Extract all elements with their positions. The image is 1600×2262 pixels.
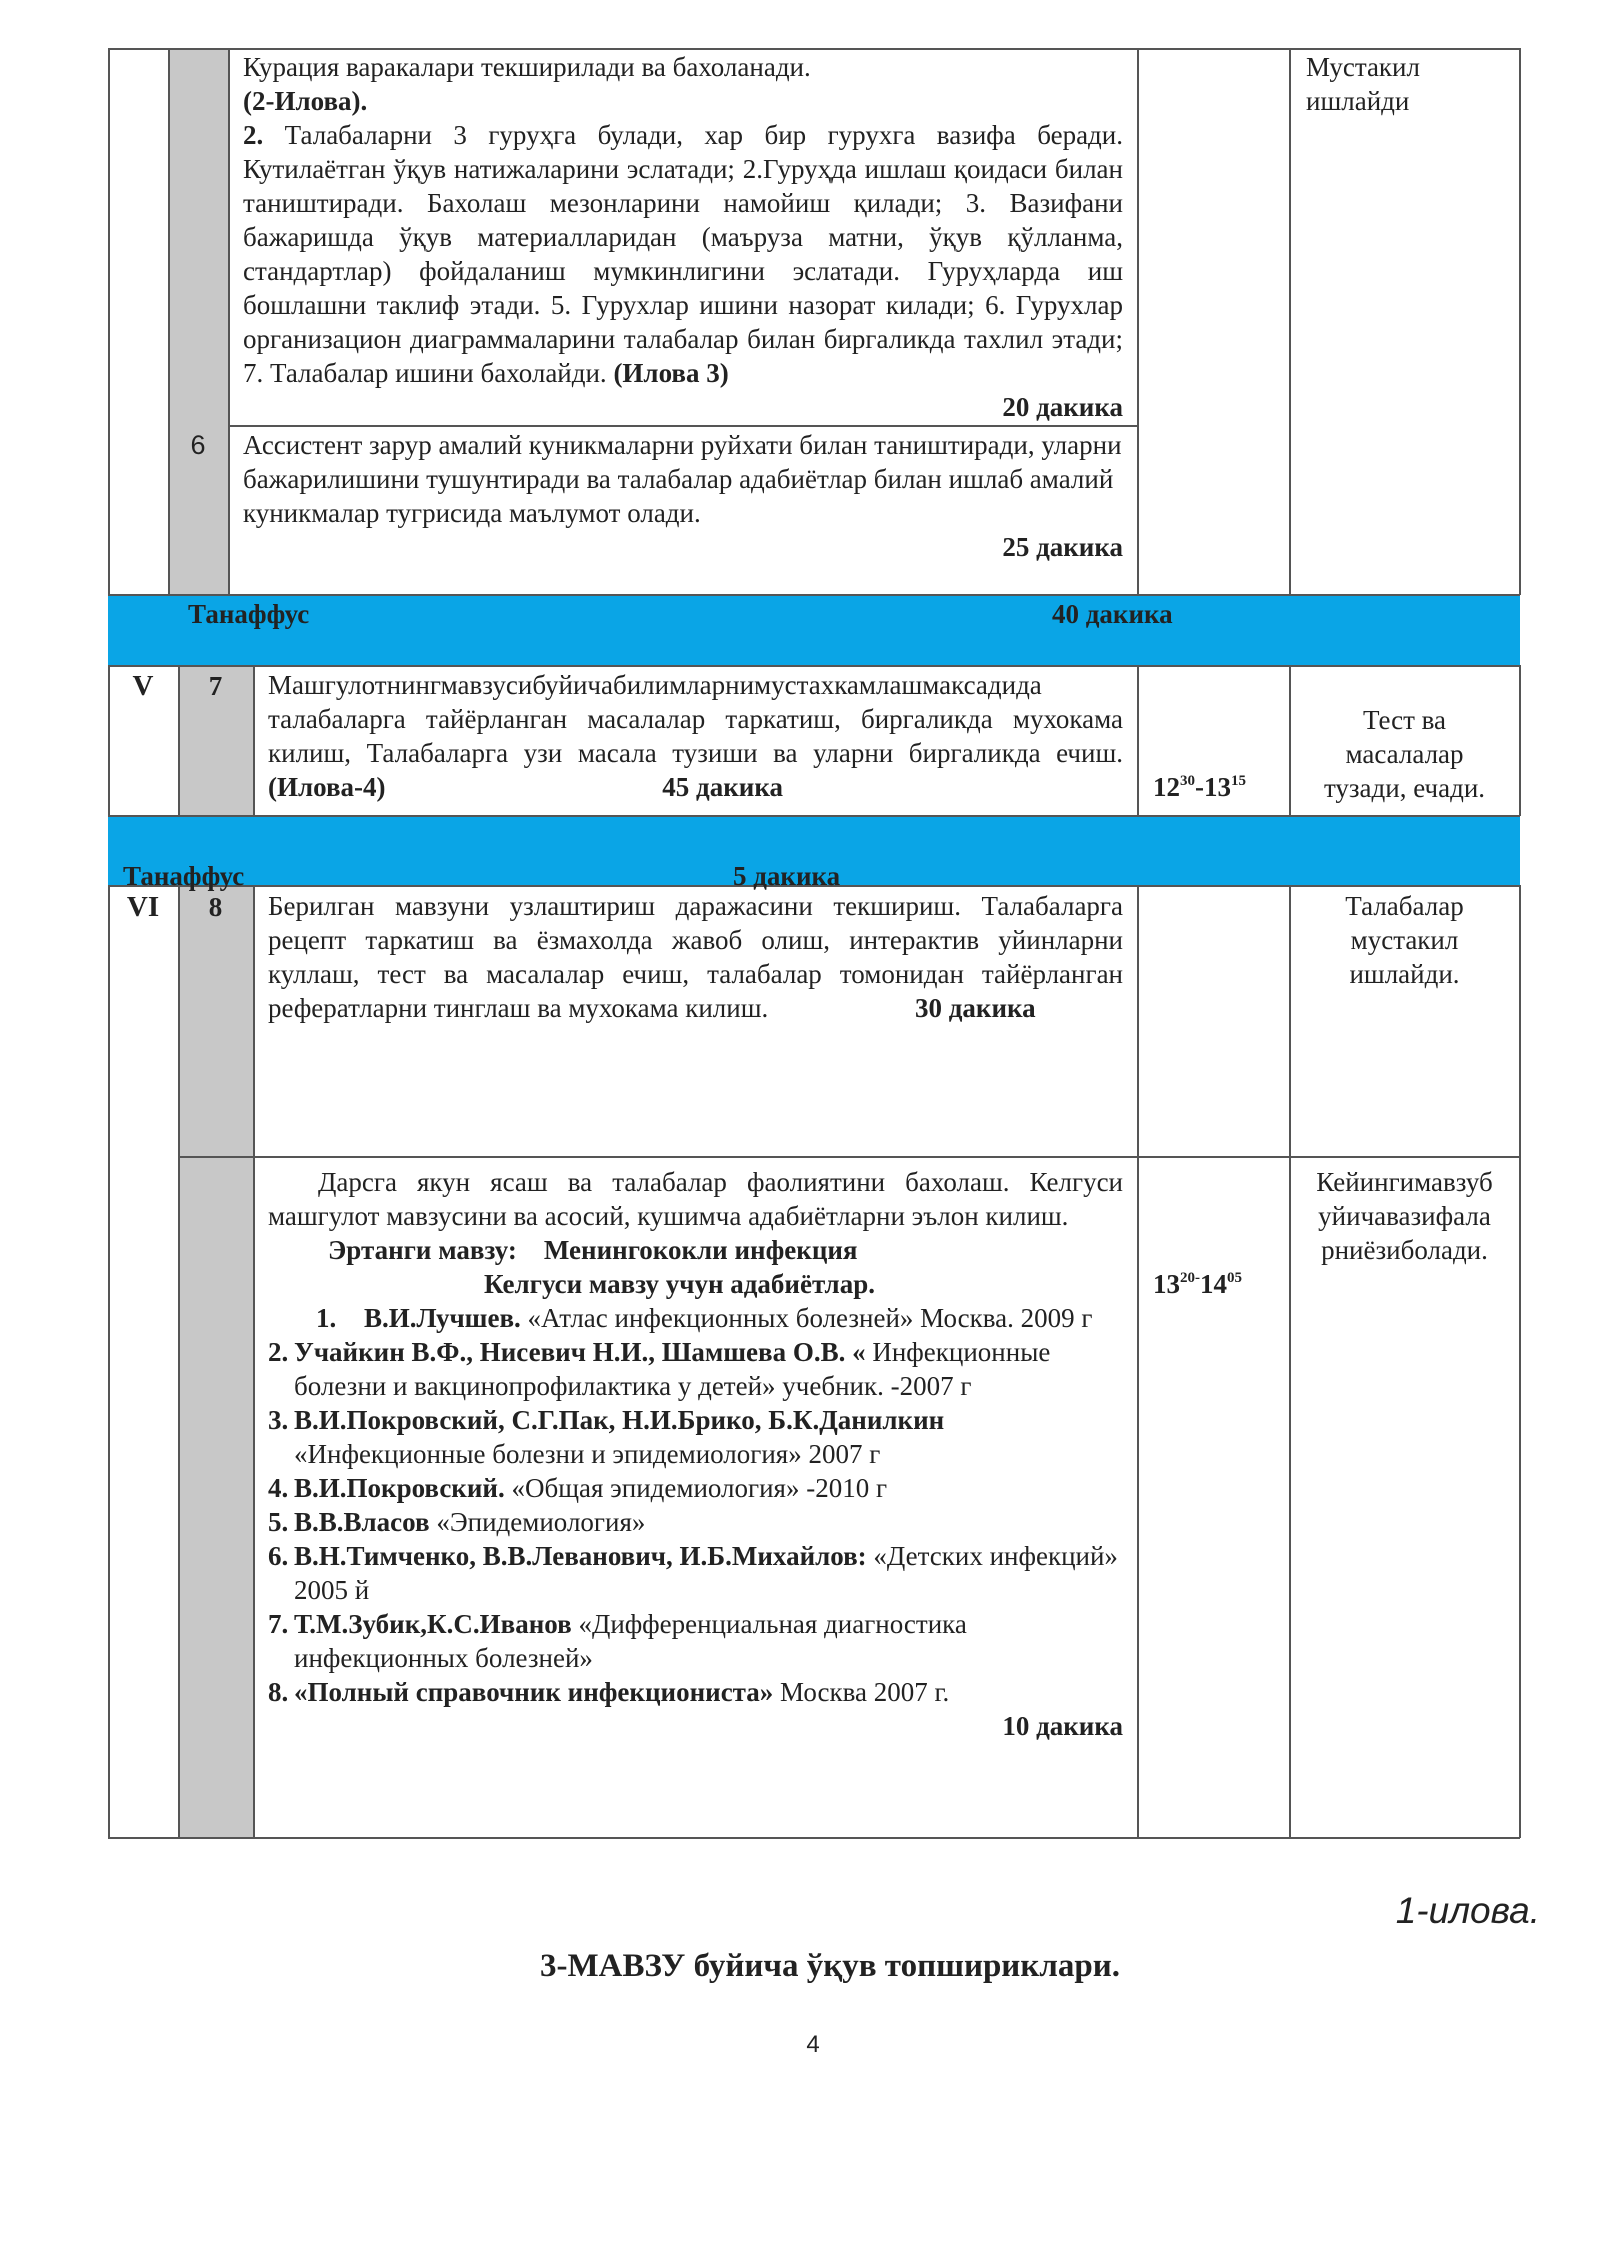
- reference-title: «Атлас инфекционных болезней» Москва. 2009 г: [520, 1303, 1093, 1333]
- row-a-p2-text: Талабаларни 3 гуруҳга булади, хар бир гурухга вазифа беради. Кутилаётган ўқув натижаларини эслатади; 2.Гуруҳда ишлаш қоидаси билан таништиради. Бахолаш мезонларини намойиш қилади; 3. Вазифани бажаришда ўқув материалларидан (маъруза матни, ўқув қўлланма, стандартлар) фойдаланиш мумкинлигини эслатади. Гуруҳларда иш бошлашни таклиф этади. 5. Гурухлар ишини назорат килади; 6. Гурухлар организацион диаграммаларини талабалар билан биргаликда тахлил этади; 7. Талабалар ишини бахолайди.: [243, 120, 1123, 388]
- page-number: 4: [806, 2031, 820, 2058]
- row-8-text: Берилган мавзуни узлаштириш даражасини текшириш. Талабаларга рецепт таркатиш ва ёзмахолда жавоб олиш, интерактив уйинларни куллаш, тест ва масалалар ечиш, талабалар томонидан тайёрланган рефератларни тинглаш ва мухокама килиш.: [268, 891, 1123, 1023]
- reference-item: [268, 1335, 1133, 1403]
- break-2-label: Танаффус: [123, 861, 245, 891]
- reference-author: В.Н.Тимченко, В.В.Леванович, И.Б.Михайлов:: [294, 1541, 867, 1571]
- reference-title: «Эпидемиология»: [429, 1507, 646, 1537]
- reference-title: «Инфекционные болезни и эпидемиология» 2007 г: [294, 1439, 881, 1469]
- row-a-appendix-ref: (2-Илова).: [243, 86, 368, 116]
- reference-text: [294, 1607, 1133, 1675]
- row-9-content: [268, 1165, 1133, 1743]
- row-9-right: Кейингимавзуб уйичавазифала рниёзиболади.: [1316, 1167, 1493, 1265]
- row-8-duration: 30 дакика: [915, 993, 1036, 1023]
- reference-author: В.И.Лучшев.: [364, 1303, 521, 1333]
- reference-number: 4.: [268, 1473, 289, 1503]
- reference-text: [364, 1301, 1092, 1335]
- row-7-ref: (Илова-4): [268, 772, 386, 802]
- row-7-right: Тест ва масалалар тузади, ечади.: [1323, 705, 1486, 803]
- row-a-line1: Курация варакалари текширилади ва бахоланади.: [243, 52, 811, 82]
- appendix-label: 1-илова.: [1395, 1890, 1540, 1931]
- reference-text: [294, 1403, 1133, 1471]
- reference-item: [268, 1301, 1133, 1335]
- reference-text: [294, 1335, 1133, 1403]
- reference-title: «Общая эпидемиология» -2010 г: [504, 1473, 888, 1503]
- reference-number: 6.: [268, 1541, 289, 1571]
- reference-title: «Дифференциальная диагностика инфекционных болезней»: [294, 1609, 967, 1673]
- reference-number: 5.: [268, 1507, 289, 1537]
- row-7-stage: V: [132, 670, 154, 702]
- row-9-time: $13^{20-}14^{05}$: [1153, 1269, 1242, 1299]
- reference-title: «Детских инфекций» 2005 й: [294, 1541, 1118, 1605]
- reference-number: 1.: [316, 1303, 337, 1333]
- row-a-p2-num: 2.: [243, 120, 264, 150]
- row-8-stage: VI: [126, 891, 160, 923]
- row-6-number: 6: [190, 430, 206, 460]
- row-7-text: Машгулотнингмавзусибуйичабилимларнимустахкамлашмаксадида талабаларга тайёрланган масалалар таркатиш, биргаликда мухокама килиш, Талабаларга узи масала тузиши ва уларни биргаликда ечиш.: [268, 670, 1123, 768]
- break-band-1: [108, 595, 1520, 666]
- row-7-number: 7: [208, 671, 223, 701]
- row-6-text: Ассистент зарур амалий куникмаларни руйхати билан таништиради, уларни бажарилишини тушунтиради ва талабалар адабиётлар билан ишлаб амалий куникмалар тугрисида маълумот олади.: [243, 430, 1122, 528]
- reference-title: Инфекционные болезни и вакцинопрофилактика у детей» учебник. -2007 г: [294, 1337, 1051, 1401]
- row-a-paragraph: [243, 118, 1123, 390]
- reference-item: [268, 1471, 1133, 1505]
- row-a-right: Мустакил ишлайди: [1306, 52, 1420, 116]
- break-1-label: Танаффус: [188, 599, 310, 629]
- grey-column-row8: [178, 886, 253, 1838]
- row-a-duration: 20 дакика: [1002, 392, 1123, 422]
- reference-number: 7.: [268, 1609, 289, 1639]
- row-9-lit-title: Келгуси мавзу учун адабиётлар.: [484, 1269, 875, 1299]
- section-title: 3-МАВЗУ буйича ўқув топшириклари.: [540, 1948, 1120, 1984]
- reference-item: [268, 1607, 1133, 1675]
- row-9-intro: Дарсга якун ясаш ва талабалар фаолиятини бахолаш. Келгуси машгулот мавзусини ва асосий, кушимча адабиётларни эълон килиш.: [268, 1167, 1123, 1231]
- reference-text: [294, 1539, 1133, 1607]
- reference-title: Москва 2007 г.: [773, 1677, 950, 1707]
- reference-item: [268, 1539, 1133, 1607]
- reference-item: [268, 1505, 1133, 1539]
- reference-author: В.В.Власов: [294, 1507, 430, 1537]
- row-7-time: $12^{30}-13^{15}$: [1153, 772, 1246, 802]
- row-9-duration: 10 дакика: [1002, 1711, 1123, 1741]
- reference-item: [268, 1403, 1133, 1471]
- reference-author: Т.М.Зубик,К.С.Иванов: [294, 1609, 572, 1639]
- reference-item: [268, 1675, 1133, 1709]
- row-8-content: [268, 889, 1123, 1025]
- grey-column-top: [168, 49, 228, 595]
- row-a-content: [243, 50, 1123, 424]
- reference-number: 3.: [268, 1405, 289, 1435]
- row-6-duration: 25 дакика: [1002, 532, 1123, 562]
- reference-text: [294, 1471, 887, 1505]
- reference-number: 8.: [268, 1677, 289, 1707]
- reference-text: [294, 1505, 645, 1539]
- row-8-right: Талабалар мустакил ишлайди.: [1345, 891, 1464, 989]
- reference-author: «Полный справочник инфекциониста»: [294, 1677, 774, 1707]
- break-2-duration: 5 дакика: [733, 861, 841, 891]
- row-7-content: [268, 668, 1123, 804]
- reference-author: В.И.Покровский.: [294, 1473, 505, 1503]
- row-a-p2-ref: (Илова 3): [606, 358, 729, 388]
- break-1-duration: 40 дакика: [1052, 599, 1173, 629]
- row-6-content: [243, 428, 1123, 564]
- reference-text: [294, 1675, 949, 1709]
- reference-list: [268, 1301, 1133, 1709]
- row-8-number: 8: [208, 892, 223, 922]
- reference-author: В.И.Покровский, С.Г.Пак, Н.И.Брико, Б.К.Данилкин: [294, 1405, 945, 1435]
- reference-number: 2.: [268, 1337, 289, 1367]
- reference-author: Учайкин В.Ф., Нисевич Н.И., Шамшева О.В. «: [294, 1337, 866, 1367]
- row-9-next-topic: Эртанги мавзу: Менингококли инфекция: [328, 1235, 858, 1265]
- row-7-duration: 45 дакика: [662, 772, 783, 802]
